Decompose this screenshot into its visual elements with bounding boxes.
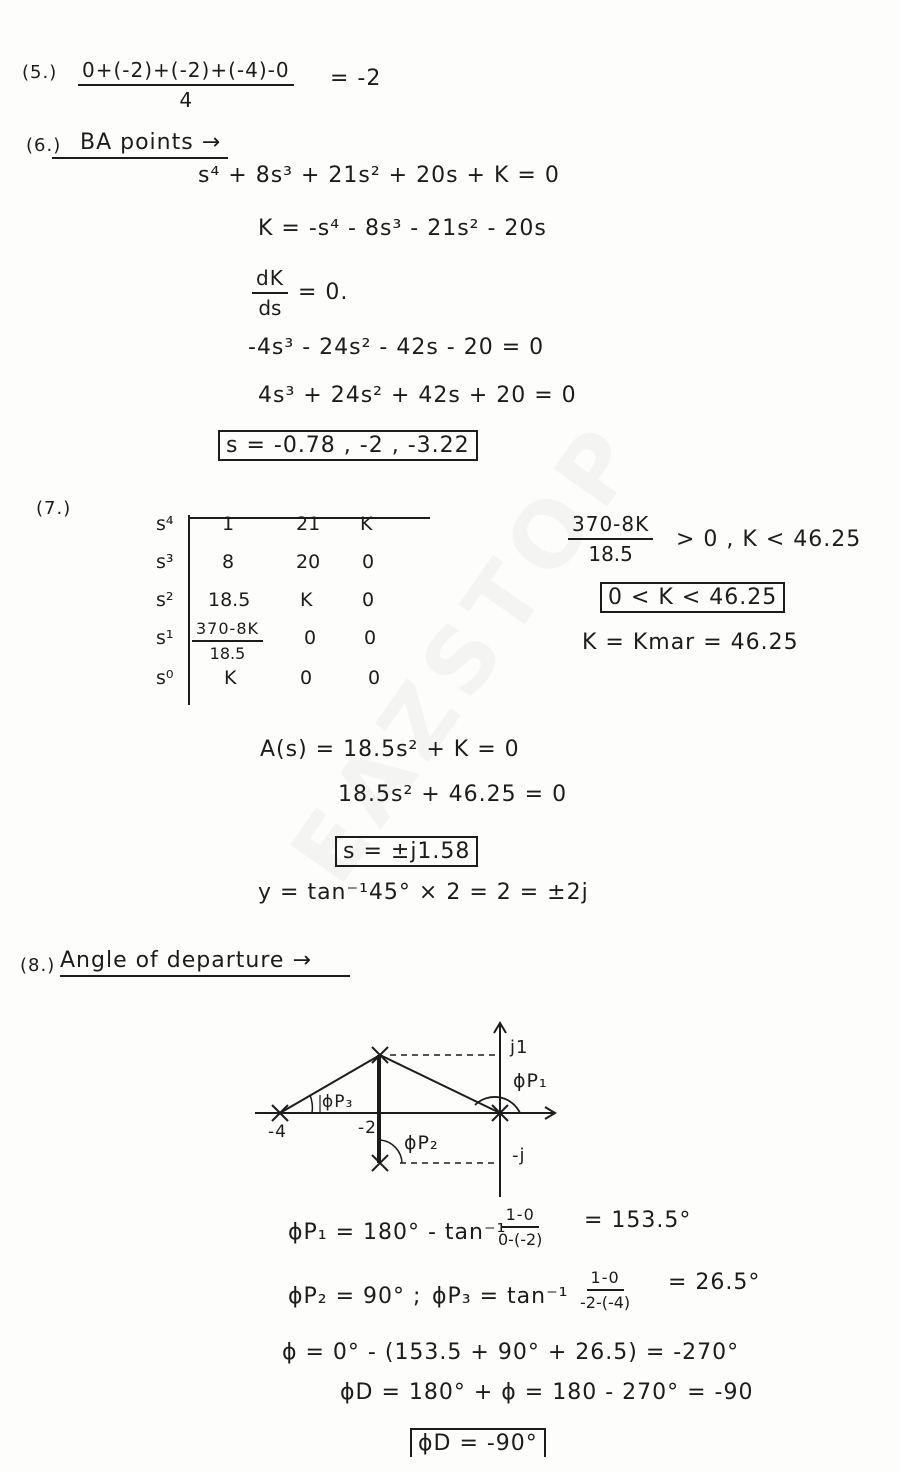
q6-deriv-num: dK	[252, 266, 288, 294]
q7-condition-rest: > 0 , K < 46.25	[676, 527, 862, 552]
q6-char-eq: s⁴ + 8s³ + 21s² + 20s + K = 0	[198, 163, 560, 188]
q7-condition-num: 370-8K	[568, 512, 653, 540]
q6-deriv-eq: = 0.	[298, 280, 349, 305]
routh-cell: K	[224, 667, 237, 689]
q7-label: (7.)	[36, 498, 72, 519]
q8-phi-p2: ϕP₂ = 90° ;	[288, 1284, 422, 1309]
q6-derivative	[252, 266, 288, 320]
q6-label: (6.)	[26, 135, 62, 156]
q7-condition-fraction	[568, 512, 653, 566]
q5-label: (5.)	[22, 62, 58, 83]
routh-table	[150, 505, 440, 705]
q5-fraction	[78, 58, 294, 112]
q8-phi-p1-fraction	[498, 1205, 542, 1249]
q5-numerator: 0+(-2)+(-2)+(-4)-0	[78, 58, 294, 86]
q6-boxed-result: s = -0.78 , -2 , -3.22	[218, 430, 478, 461]
routh-cell: 0	[368, 667, 381, 689]
q6-deriv-line1: -4s³ - 24s² - 42s - 20 = 0	[248, 335, 545, 360]
q6-deriv-line2: 4s³ + 24s² + 42s + 20 = 0	[258, 383, 577, 408]
q7-aux-sub: 18.5s² + 46.25 = 0	[338, 782, 568, 807]
q5-denominator: 4	[179, 88, 193, 112]
routh-power: s⁰	[156, 667, 174, 689]
routh-cell: 21	[296, 513, 321, 535]
q7-aux-eq: A(s) = 18.5s² + K = 0	[260, 737, 520, 762]
q7-boxed-range: 0 < K < 46.25	[600, 582, 785, 613]
q8-phi-p3-fraction	[580, 1268, 630, 1312]
routh-cell: K	[360, 513, 373, 535]
label-minus4: -4	[268, 1122, 287, 1142]
routh-cell: 1	[222, 513, 235, 535]
q5-result: = -2	[330, 66, 382, 91]
routh-cell: 18.5	[208, 589, 251, 611]
label-phi-p1: ϕP₁	[513, 1070, 548, 1092]
q8-phi-p1-den: 0-(-2)	[498, 1230, 543, 1249]
routh-cell: 0	[304, 627, 317, 649]
routh-cell: 20	[296, 551, 321, 573]
routh-cell: 0	[362, 551, 375, 573]
routh-s1-den: 18.5	[209, 644, 246, 663]
routh-s1-fraction	[192, 619, 263, 663]
q7-kmax: K = Kmar = 46.25	[582, 630, 799, 655]
routh-cell: 8	[222, 551, 235, 573]
q7-boxed-crossing: s = ±j1.58	[335, 836, 478, 867]
q7-condition-den: 18.5	[588, 542, 633, 566]
q6-k-expr: K = -s⁴ - 8s³ - 21s² - 20s	[258, 216, 547, 241]
q8-label: (8.)	[20, 955, 56, 976]
q8-phi-d: ϕD = 180° + ϕ = 180 - 270° = -90	[340, 1380, 754, 1405]
routh-cell: 0	[364, 627, 377, 649]
q8-phi-p1-result: = 153.5°	[584, 1208, 692, 1233]
routh-power: s²	[156, 589, 174, 611]
routh-cell: K	[300, 589, 313, 611]
q6-deriv-den: ds	[258, 296, 282, 320]
q8-boxed-final: ϕD = -90°	[410, 1428, 546, 1457]
q8-phi-p3-result: = 26.5°	[668, 1270, 761, 1295]
routh-cell: 0	[362, 589, 375, 611]
label-phi-p2: ϕP₂	[404, 1132, 439, 1154]
routh-vertical-line	[188, 515, 190, 705]
routh-s1-num: 370-8K	[192, 619, 263, 642]
q8-heading: Angle of departure →	[60, 948, 350, 977]
routh-power: s³	[156, 551, 174, 573]
q8-phi-p1-prefix: ϕP₁ = 180° - tan⁻¹	[288, 1220, 507, 1245]
label-j-neg: -j	[512, 1145, 526, 1166]
q8-phi-p3-num: 1-0	[587, 1268, 624, 1291]
q7-y-line: y = tan⁻¹45° × 2 = 2 = ±2j	[258, 880, 589, 905]
routh-power: s¹	[156, 627, 174, 649]
routh-cell: 0	[300, 667, 313, 689]
q8-phi-p3-den: -2-(-4)	[580, 1293, 631, 1312]
q6-heading: BA points →	[52, 130, 228, 159]
q8-phi-p1-num: 1-0	[502, 1205, 539, 1228]
q8-phi-sum: ϕ = 0° - (153.5 + 90° + 26.5) = -270°	[282, 1340, 740, 1365]
q8-phi-p3-prefix: ϕP₃ = tan⁻¹	[432, 1284, 569, 1309]
label-phi-p3: ϕP₃	[322, 1092, 354, 1112]
label-j-pos: j1	[510, 1037, 529, 1058]
routh-power: s⁴	[156, 513, 174, 535]
label-minus2: -2	[358, 1118, 377, 1138]
